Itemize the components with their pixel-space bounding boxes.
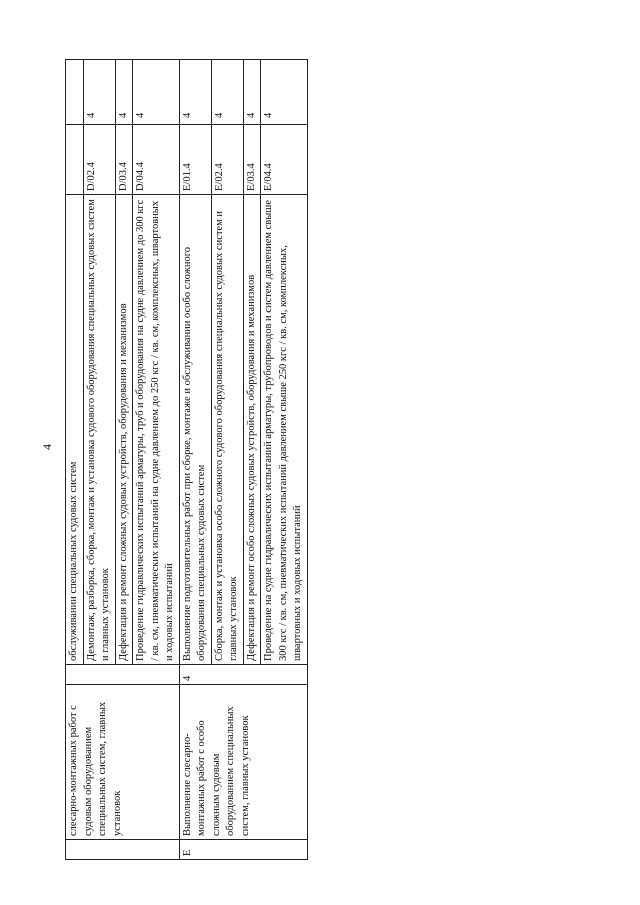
function-code: E/03.4 [243,125,261,195]
gtf-level-cell [66,665,180,685]
function-name: Сборка, монтаж и установка особо сложного судового оборудования специальных судовых систем и главных установок [211,195,243,665]
function-code: E/02.4 [211,125,243,195]
gtf-name-cell: слесарно-монтажных работ с судовым оборудованием специальных систем, главных установок [66,685,180,840]
function-name: Демонтаж, разборка, сборка, монтаж и установка судового оборудования специальных судовых систем и главных установок [83,195,115,665]
function-code: E/04.4 [261,125,308,195]
function-code: D/03.4 [115,125,133,195]
page-number: 4 [40,444,54,450]
function-level: 4 [133,60,180,125]
table-row [66,60,84,860]
gtf-level-cell: 4 [179,665,307,685]
function-level [66,60,84,125]
function-level: 4 [83,60,115,125]
table-row [179,60,211,860]
function-name: Проведение на судне гидравлических испытаний арматуры, трубопроводов и систем давлением свыше 300 кгс / кв. см, пневматических испытаний давлением свыше 250 кгс / кв. см, комплексных, швартовных и ходовых испытаний [261,195,308,665]
function-name: Дефектация и ремонт особо сложных судовых устройств, оборудования и механизмов [243,195,261,665]
function-name: Проведение гидравлических испытаний арматуры, труб и оборудования на судне давлением до 300 кгс / кв. см, пневматических испытаний на судне давлением до 250 кгс / кв. см, комплексных, швартовных и ходовых испытаний [133,195,180,665]
function-level: 4 [179,60,211,125]
function-name: обслуживании специальных судовых систем [66,195,84,665]
gtf-code-cell [66,840,180,860]
function-level: 4 [211,60,243,125]
function-level: 4 [243,60,261,125]
function-code: E/01.4 [179,125,211,195]
rotated-table-container [65,60,365,860]
function-name: Выполнение подготовительных работ при сборке, монтаже и обслуживании особо сложного оборудования специальных судовых систем [179,195,211,665]
functions-table [65,59,308,860]
function-level: 4 [115,60,133,125]
function-level: 4 [261,60,308,125]
function-name: Дефектация и ремонт сложных судовых устройств, оборудования и механизмов [115,195,133,665]
function-code [66,125,84,195]
gtf-name-cell: Выполнение слесарно-монтажных работ с особо сложным судовым оборудованием специальных систем, главных установок [179,685,307,840]
function-code: D/04.4 [133,125,180,195]
function-code: D/02.4 [83,125,115,195]
gtf-code-cell: E [179,840,307,860]
